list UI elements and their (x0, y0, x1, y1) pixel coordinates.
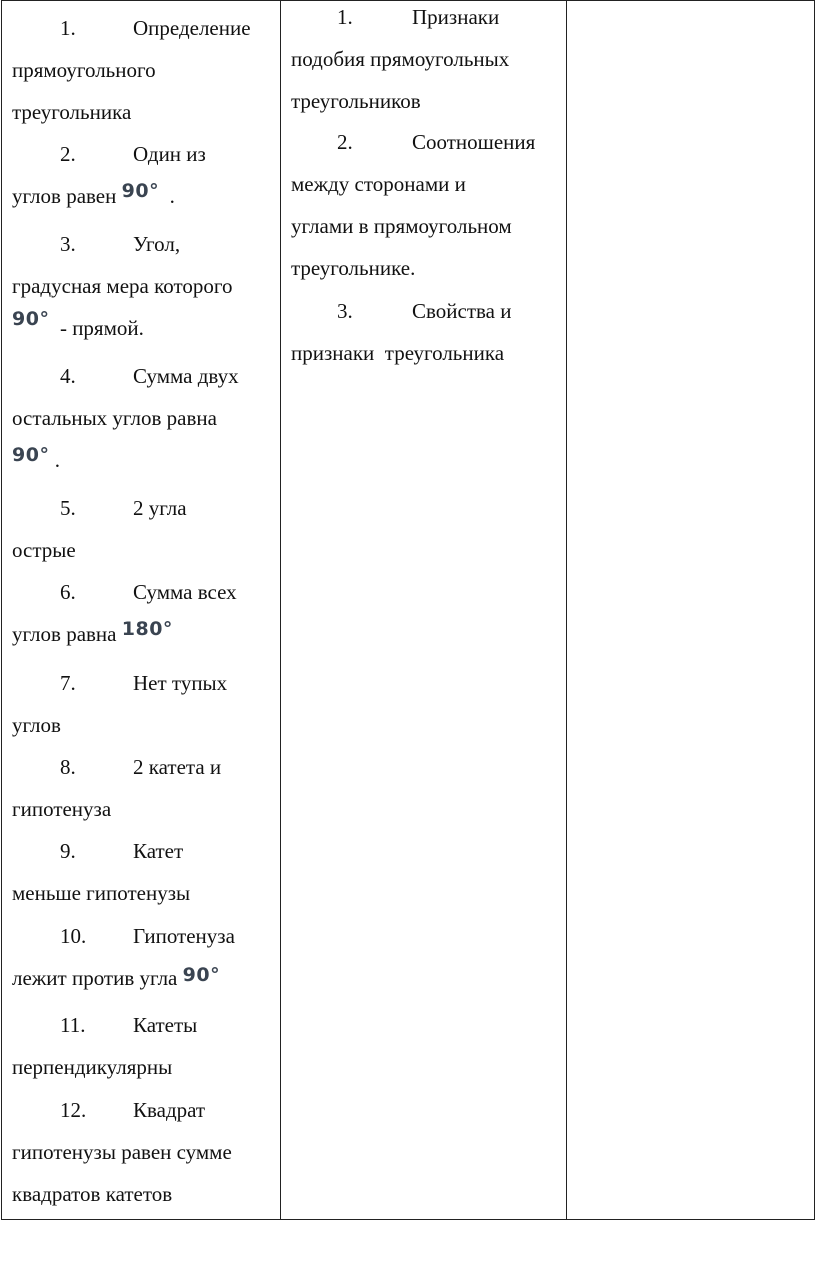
item-number: 2. (337, 130, 353, 154)
degree-value: 90° (12, 308, 50, 330)
item-text: остальных углов равна (12, 406, 217, 430)
list-item (12, 355, 239, 481)
item-text: треугольника (12, 100, 132, 124)
item-text: перпендикулярны (12, 1055, 173, 1079)
item-number: 10. (60, 924, 87, 948)
item-text: Катет (133, 839, 184, 863)
item-text: градусная мера которого (12, 274, 233, 298)
item-text: Нет тупых (133, 671, 228, 695)
item-text: Угол, (133, 232, 181, 256)
item-text: Определение (133, 16, 251, 40)
item-text: квадратов катетов (12, 1182, 173, 1206)
item-number: 7. (60, 671, 76, 695)
item-text: гипотенузы равен сумме (12, 1140, 232, 1164)
item-text: Признаки (412, 5, 500, 29)
item-text: Свойства и (412, 299, 512, 323)
item-text: углов равна (12, 622, 117, 646)
list-item (12, 223, 232, 349)
degree-value: 90° (12, 444, 50, 466)
list-item (12, 915, 235, 999)
list-item (12, 1089, 232, 1215)
list-item (291, 121, 536, 289)
item-number: 3. (337, 299, 353, 323)
item-text: прямоугольного (12, 58, 156, 82)
item-number: 12. (60, 1098, 87, 1122)
item-text: меньше гипотенузы (12, 881, 191, 905)
item-text: углами в прямоугольном (291, 214, 512, 238)
item-text: Катеты (133, 1013, 198, 1037)
item-text: треугольнике. (291, 256, 416, 280)
list-item (12, 487, 187, 571)
item-text: углов (12, 713, 61, 737)
degree-value: 90° (121, 180, 160, 202)
item-number: 9. (60, 839, 76, 863)
item-text: 2 угла (133, 496, 187, 520)
item-text: 2 катета и (133, 755, 222, 779)
item-text: углов равен (12, 184, 117, 208)
item-text: между сторонами и (291, 172, 466, 196)
item-number: 1. (337, 5, 353, 29)
item-text: - прямой. (59, 316, 144, 340)
item-number: 2. (60, 142, 76, 166)
list-item (12, 830, 190, 914)
column-divider (280, 1, 281, 1219)
item-text: гипотенуза (12, 797, 112, 821)
list-item (12, 7, 277, 133)
item-text: треугольников (291, 89, 421, 113)
item-text: . (169, 184, 175, 208)
item-text: подобия прямоугольных (291, 47, 510, 71)
item-text: Один из (133, 142, 206, 166)
item-text: Квадрат (133, 1098, 206, 1122)
item-text: Сумма двух (133, 364, 239, 388)
degree-value: 180° (121, 618, 173, 640)
item-text: лежит против угла (12, 966, 178, 990)
item-number: 1. (60, 16, 76, 40)
list-item (291, 0, 509, 122)
item-number: 8. (60, 755, 76, 779)
item-number: 3. (60, 232, 76, 256)
item-number: 5. (60, 496, 76, 520)
item-text: признаки треугольника (291, 341, 505, 365)
list-item (12, 1004, 198, 1088)
item-number: 4. (60, 364, 76, 388)
item-number: 6. (60, 580, 76, 604)
item-text: Гипотенуза (133, 924, 235, 948)
item-number: 11. (60, 1013, 86, 1037)
list-item (12, 571, 237, 655)
degree-value: 90° (182, 964, 221, 986)
right-column (568, 1, 814, 1219)
table (1, 0, 815, 1220)
list-item (12, 133, 206, 217)
column-divider (566, 1, 567, 1219)
list-item (12, 746, 222, 830)
list-item (12, 662, 228, 746)
item-text: Соотношения (412, 130, 536, 154)
list-item (291, 290, 512, 374)
item-text: . (54, 448, 60, 472)
item-text: острые (12, 538, 76, 562)
item-text: Сумма всех (133, 580, 237, 604)
